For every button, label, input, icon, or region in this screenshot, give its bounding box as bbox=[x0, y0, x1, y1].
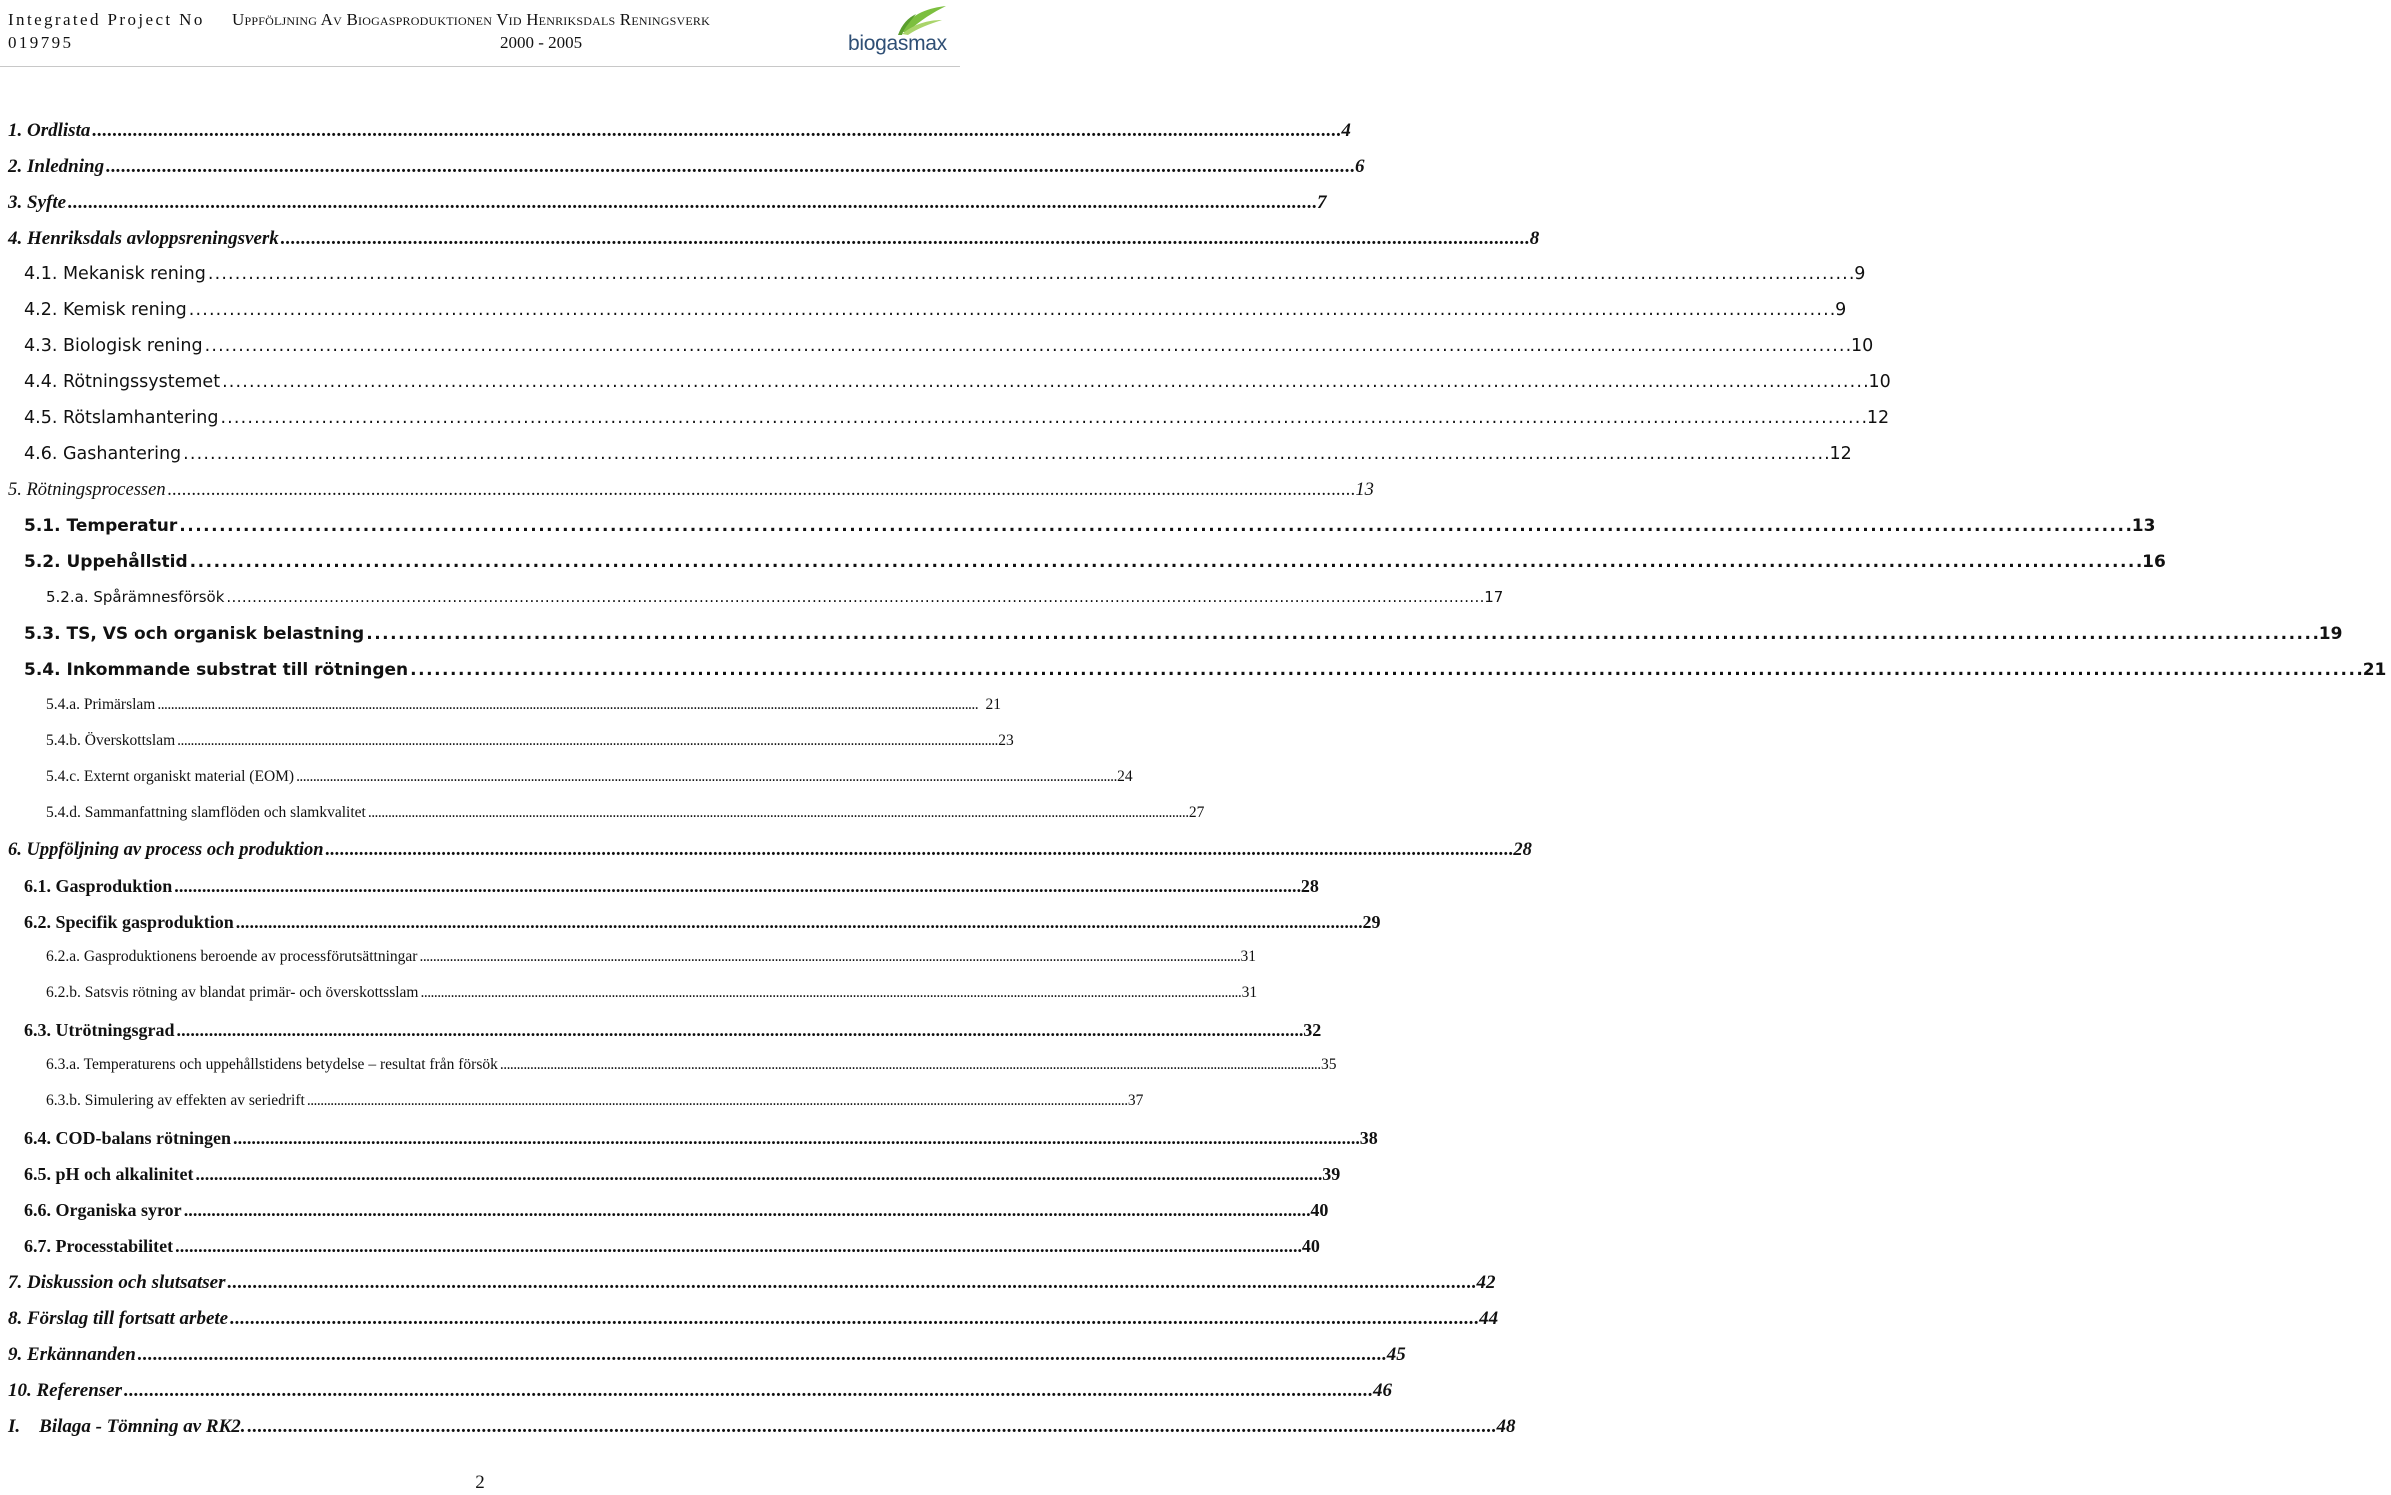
toc-page: 38 bbox=[1359, 1128, 1378, 1148]
toc-page: 12 bbox=[1866, 408, 1890, 428]
toc-entry[interactable] bbox=[0, 1056, 1337, 1092]
header-divider bbox=[0, 66, 960, 67]
toc-title: 4.5. Rötslamhantering bbox=[24, 408, 219, 428]
toc-title: 4.4. Rötningssystemet bbox=[24, 372, 221, 392]
toc-page: 48 bbox=[1496, 1416, 1516, 1437]
toc-title: 5.2. Uppehållstid bbox=[24, 552, 188, 572]
toc-title: 5.4. Inkommande substrat till rötningen bbox=[24, 660, 409, 680]
toc-leader bbox=[92, 120, 1339, 142]
toc-title: 5.2.a. Spårämnesförsök bbox=[46, 588, 225, 606]
toc-leader bbox=[174, 876, 1299, 897]
toc-entry[interactable] bbox=[0, 804, 1205, 840]
toc-entry[interactable] bbox=[0, 372, 1891, 408]
toc-title: 4.6. Gashantering bbox=[24, 444, 182, 464]
toc-entry[interactable] bbox=[0, 444, 1852, 480]
toc-entry[interactable] bbox=[0, 480, 1374, 516]
project-number: 019795 bbox=[8, 33, 74, 52]
toc-title: 10. Referenser bbox=[8, 1380, 122, 1401]
toc-leader bbox=[175, 1236, 1300, 1257]
toc-leader bbox=[179, 516, 2130, 536]
toc-title: 6.2.b. Satsvis rötning av blandat primär- och överskottsslam bbox=[46, 984, 419, 1001]
toc-title: 7. Diskussion och slutsatser bbox=[8, 1272, 226, 1293]
toc-entry[interactable] bbox=[0, 300, 1847, 336]
toc-title: 6.2. Specifik gasproduktion bbox=[24, 912, 234, 932]
toc-entry[interactable] bbox=[0, 1236, 1320, 1272]
toc-page: 7 bbox=[1317, 192, 1327, 213]
toc-page: 28 bbox=[1300, 876, 1319, 896]
toc-page: 17 bbox=[1484, 588, 1504, 606]
toc-leader bbox=[157, 696, 983, 714]
toc-page: 28 bbox=[1513, 840, 1532, 860]
toc-leader bbox=[177, 732, 996, 750]
page-header bbox=[0, 0, 960, 70]
toc-title: 4.3. Biologisk rening bbox=[24, 336, 203, 356]
toc-page: 32 bbox=[1303, 1020, 1322, 1040]
toc-title: I. Bilaga - Tömning av RK2. bbox=[8, 1416, 246, 1437]
toc-title: 5.4.a. Primärslam bbox=[46, 696, 156, 713]
toc-entry[interactable] bbox=[0, 624, 2343, 660]
toc-entry[interactable] bbox=[0, 912, 1381, 948]
toc-entry[interactable] bbox=[0, 336, 1874, 372]
biogasmax-logo bbox=[842, 2, 954, 60]
toc-page: 10 bbox=[1868, 372, 1891, 392]
toc-title: 6.6. Organiska syror bbox=[24, 1200, 182, 1220]
toc-entry[interactable] bbox=[0, 1416, 1516, 1452]
toc-page: 29 bbox=[1362, 912, 1381, 932]
toc-page: 6 bbox=[1355, 156, 1365, 177]
document-heading bbox=[232, 8, 710, 52]
toc-page: 12 bbox=[1829, 444, 1852, 464]
toc-entry[interactable] bbox=[0, 1164, 1341, 1200]
toc-title: 3. Syfte bbox=[8, 192, 67, 213]
toc-page: 44 bbox=[1479, 1308, 1499, 1329]
toc-leader bbox=[226, 588, 1482, 606]
toc-entry[interactable] bbox=[0, 696, 1006, 732]
toc-title: 6. Uppföljning av process och produktion bbox=[8, 840, 324, 860]
toc-leader bbox=[326, 840, 1512, 861]
toc-page: 13 bbox=[1355, 480, 1374, 500]
toc-leader bbox=[248, 1416, 1495, 1438]
toc-leader bbox=[500, 1056, 1319, 1074]
toc-leader bbox=[421, 984, 1240, 1002]
toc-leader bbox=[196, 1164, 1321, 1185]
toc-entry[interactable] bbox=[0, 660, 2387, 696]
toc-entry[interactable] bbox=[0, 840, 1532, 876]
toc-title: 8. Förslag till fortsatt arbete bbox=[8, 1308, 229, 1329]
toc-page: 21 bbox=[985, 696, 1001, 713]
toc-leader bbox=[222, 372, 1866, 392]
toc-title: 5. Rötningsprocessen bbox=[8, 480, 166, 500]
toc-entry[interactable] bbox=[0, 1380, 1392, 1416]
toc-title: 4.2. Kemisk rening bbox=[24, 300, 187, 320]
toc-entry[interactable] bbox=[0, 1092, 1144, 1128]
toc-entry[interactable] bbox=[0, 1020, 1322, 1056]
toc-leader bbox=[236, 912, 1361, 933]
toc-leader bbox=[296, 768, 1115, 786]
toc-page: 9 bbox=[1854, 264, 1866, 284]
toc-page: 13 bbox=[2131, 516, 2156, 536]
toc-title: 4. Henriksdals avloppsreningsverk bbox=[8, 228, 279, 249]
toc-page: 27 bbox=[1188, 804, 1205, 821]
toc-title: 1. Ordlista bbox=[8, 120, 91, 141]
toc-title: 5.4.b. Överskottslam bbox=[46, 732, 176, 749]
toc-leader bbox=[220, 408, 1864, 428]
toc-page: 23 bbox=[998, 732, 1014, 749]
toc-entry[interactable] bbox=[0, 768, 1133, 804]
toc-leader bbox=[208, 264, 1852, 284]
toc-leader bbox=[205, 336, 1849, 356]
project-label: Integrated Project No bbox=[8, 10, 205, 29]
toc-leader bbox=[168, 480, 1354, 501]
toc-leader bbox=[281, 228, 1528, 250]
toc-entry[interactable] bbox=[0, 1308, 1499, 1344]
toc-title: 5.1. Temperatur bbox=[24, 516, 178, 536]
toc-title: 6.7. Processtabilitet bbox=[24, 1236, 174, 1256]
page-number: 2 bbox=[475, 1472, 485, 1493]
toc-leader bbox=[228, 1272, 1475, 1294]
toc-page: 45 bbox=[1386, 1344, 1406, 1365]
toc-leader bbox=[233, 1128, 1358, 1149]
toc-page: 40 bbox=[1301, 1236, 1320, 1256]
toc-page: 9 bbox=[1835, 300, 1847, 320]
toc-title: 4.1. Mekanisk rening bbox=[24, 264, 206, 284]
toc-leader bbox=[410, 660, 2361, 680]
toc-page: 42 bbox=[1476, 1272, 1496, 1293]
toc-page: 31 bbox=[1241, 984, 1258, 1001]
toc-leader bbox=[366, 624, 2317, 644]
toc-page: 35 bbox=[1320, 1056, 1337, 1073]
toc-entry[interactable] bbox=[0, 1344, 1406, 1380]
document-years: 2000 - 2005 bbox=[500, 33, 583, 52]
toc-entry[interactable] bbox=[0, 120, 1351, 156]
toc-title: 2. Inledning bbox=[8, 156, 105, 177]
toc-entry[interactable] bbox=[0, 264, 1866, 300]
toc-page: 8 bbox=[1529, 228, 1540, 249]
toc-leader bbox=[307, 1092, 1126, 1110]
toc-entry[interactable] bbox=[0, 156, 1365, 192]
document-title: Uppföljning Av Biogasproduktionen Vid Henriksdals Reningsverk bbox=[232, 10, 710, 29]
toc-page: 24 bbox=[1117, 768, 1133, 785]
toc-title: 6.3. Utrötningsgrad bbox=[24, 1020, 175, 1040]
leaf-icon bbox=[842, 2, 954, 36]
logo-text: biogasmax bbox=[848, 32, 947, 55]
toc-entry[interactable] bbox=[0, 408, 1890, 444]
toc-entry[interactable] bbox=[0, 876, 1319, 912]
toc-title: 6.4. COD-balans rötningen bbox=[24, 1128, 232, 1148]
toc-title: 6.1. Gasproduktion bbox=[24, 876, 173, 896]
toc-page: 21 bbox=[2362, 660, 2387, 680]
toc-entry[interactable] bbox=[0, 948, 1257, 984]
toc-entry[interactable] bbox=[0, 1200, 1329, 1236]
project-id bbox=[8, 8, 205, 54]
toc-page: 46 bbox=[1372, 1380, 1392, 1401]
toc-page: 39 bbox=[1322, 1164, 1341, 1184]
toc-leader bbox=[368, 804, 1187, 822]
toc-entry[interactable] bbox=[0, 1128, 1378, 1164]
toc-page: 40 bbox=[1310, 1200, 1329, 1220]
toc-entry[interactable] bbox=[0, 984, 1258, 1020]
toc-title: 6.2.a. Gasproduktionens beroende av processförutsättningar bbox=[46, 948, 418, 965]
toc-leader bbox=[230, 1308, 1477, 1330]
toc-leader bbox=[106, 156, 1353, 178]
toc-title: 6.3.a. Temperaturens och uppehållstidens betydelse – resultat från försök bbox=[46, 1056, 498, 1073]
toc-leader bbox=[68, 192, 1315, 214]
toc-entry[interactable] bbox=[0, 228, 1540, 264]
toc-entry[interactable] bbox=[0, 516, 2156, 552]
toc-entry[interactable] bbox=[0, 552, 2166, 588]
toc-page: 4 bbox=[1341, 120, 1351, 141]
toc-page: 19 bbox=[2318, 624, 2343, 644]
toc-title: 5.3. TS, VS och organisk belastning bbox=[24, 624, 365, 644]
toc-leader bbox=[124, 1380, 1371, 1402]
toc-entry[interactable] bbox=[0, 732, 1014, 768]
toc-title: 6.3.b. Simulering av effekten av seriedrift bbox=[46, 1092, 305, 1109]
toc-leader bbox=[190, 552, 2141, 572]
toc-page: 31 bbox=[1240, 948, 1257, 965]
toc-page: 37 bbox=[1127, 1092, 1144, 1109]
toc-entry[interactable] bbox=[0, 1272, 1496, 1308]
toc-leader bbox=[419, 948, 1238, 966]
toc-leader bbox=[177, 1020, 1302, 1041]
toc-leader bbox=[184, 1200, 1309, 1221]
toc-title: 9. Erkännanden bbox=[8, 1344, 136, 1365]
toc-leader bbox=[138, 1344, 1385, 1366]
toc-page: 10 bbox=[1851, 336, 1874, 356]
toc-entry[interactable] bbox=[0, 588, 1504, 624]
toc-title: 6.5. pH och alkalinitet bbox=[24, 1164, 194, 1184]
toc-leader bbox=[183, 444, 1827, 464]
toc-entry[interactable] bbox=[0, 192, 1327, 228]
toc-title: 5.4.c. Externt organiskt material (EOM) bbox=[46, 768, 295, 785]
toc-leader bbox=[189, 300, 1833, 320]
toc-title: 5.4.d. Sammanfattning slamflöden och slamkvalitet bbox=[46, 804, 366, 821]
toc-page: 16 bbox=[2142, 552, 2166, 572]
